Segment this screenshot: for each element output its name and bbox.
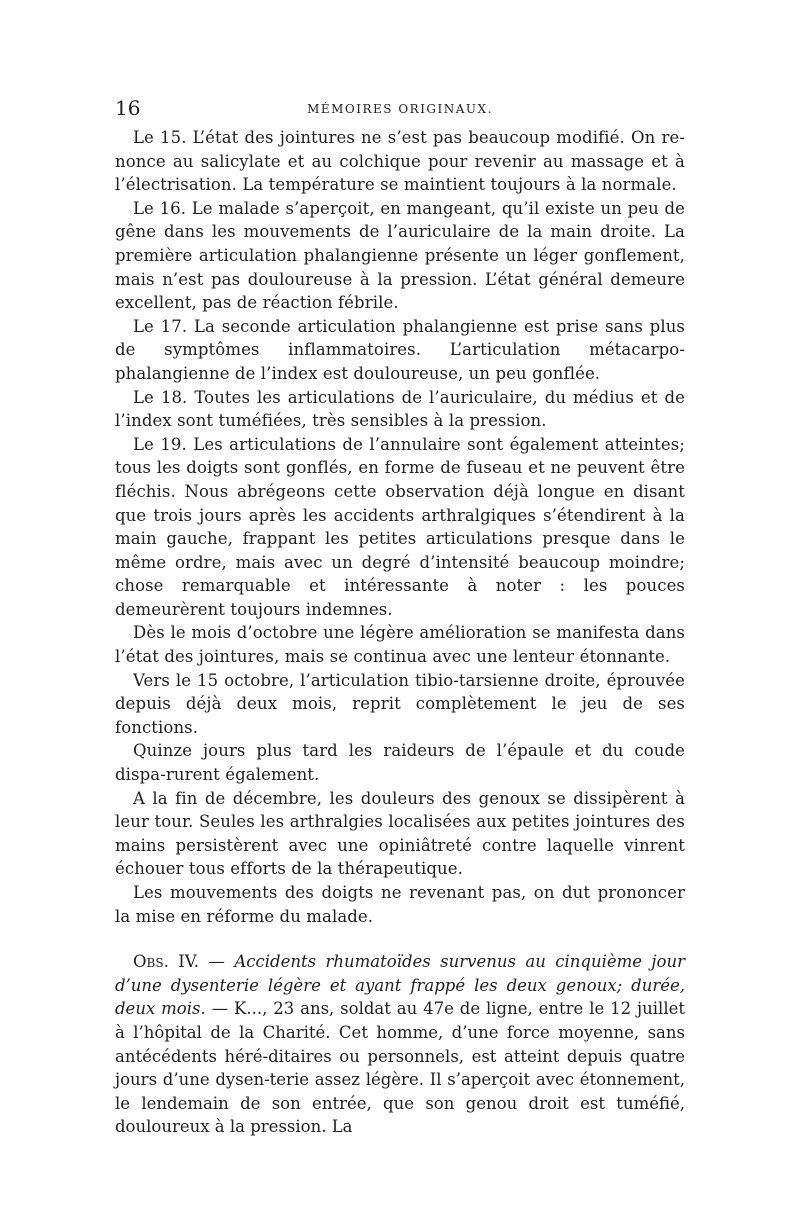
observation-text: K..., 23 ans, soldat au 47e de ligne, entre le 12 juillet à l’hôpital de la Charité. Cet homme, d’une force moyenne, sans antécédents héré-ditaires ou personnels, est atteint depuis quatre jours d’une dysen-terie assez légère. Il s’aperçoit avec étonnement, le lendemain de son entrée, que son genou droit est tuméfié, douloureux à la pression. La (115, 999, 686, 1137)
paragraph: Le 17. La seconde articulation phalangienne est prise sans plus de symptômes inflammatoires. L’articulation métacarpo-phalangienne de l’index est douloureuse, un peu gonflée. (115, 316, 685, 383)
paragraph: A la fin de décembre, les douleurs des genoux se dissipèrent à leur tour. Seules les arthralgies localisées aux petites jointures des mains persistèrent avec une opiniâtreté contre laquelle vinrent échouer tous efforts de la thérapeutique. (115, 788, 685, 879)
page-header (115, 96, 685, 126)
paragraph: Le 19. Les articulations de l’annulaire sont également atteintes; tous les doigts sont gonflés, en forme de fuseau et ne peuvent être fléchis. Nous abrégeons cette observation déjà longue en disant que trois jours après les accidents arthralgiques s’étendirent à la main gauche, frappant les petites articulations presque dans le même ordre, mais avec un degré d’intensité beaucoup moindre; chose remarquable et intéressante à noter : les pouces demeurèrent toujours indemnes. (115, 434, 685, 619)
observation-block (115, 950, 685, 1139)
paragraph: Vers le 15 octobre, l’articulation tibio-tarsienne droite, éprouvée depuis déjà deux mois, reprit complètement le jeu de ses fonctions. (115, 670, 685, 737)
paragraph: Le 15. L’état des jointures ne s’est pas beaucoup modifié. On re-nonce au salicylate et au colchique pour revenir au massage et à l’électrisation. La température se maintient toujours à la normale. (115, 128, 685, 195)
paragraph: Le 16. Le malade s’aperçoit, en mangeant, qu’il existe un peu de gêne dans les mouvements de l’auriculaire de la main droite. La première articulation phalangienne présente un léger gonflement, mais n’est pas douloureuse à la pression. L’état général demeure excellent, pas de réaction fébrile. (115, 198, 685, 313)
running-title: MÉMOIRES ORIGINAUX. (307, 102, 493, 116)
paragraph: Le 18. Toutes les articulations de l’auriculaire, du médius et de l’index sont tuméfiées, très sensibles à la pression. (115, 387, 685, 431)
document-page (115, 96, 685, 1139)
body-text (115, 126, 685, 928)
observation-label: Obs. IV. — (133, 952, 225, 972)
paragraph: Les mouvements des doigts ne revenant pas, on dut prononcer la mise en réforme du malade. (115, 883, 685, 926)
observation-paragraph (115, 950, 685, 1139)
paragraph: Dès le mois d’octobre une légère amélioration se manifesta dans l’état des jointures, mais se continua avec une lenteur étonnante. (115, 623, 685, 667)
paragraph: Quinze jours plus tard les raideurs de l’épaule et du coude dispa-rurent également. (115, 741, 685, 785)
observation-title: Accidents rhumatoïdes survenus au cinquième jour d’une dysenterie légère et ayant frappé les deux genoux; durée, deux mois. — (115, 952, 685, 1019)
page-number: 16 (115, 96, 141, 120)
